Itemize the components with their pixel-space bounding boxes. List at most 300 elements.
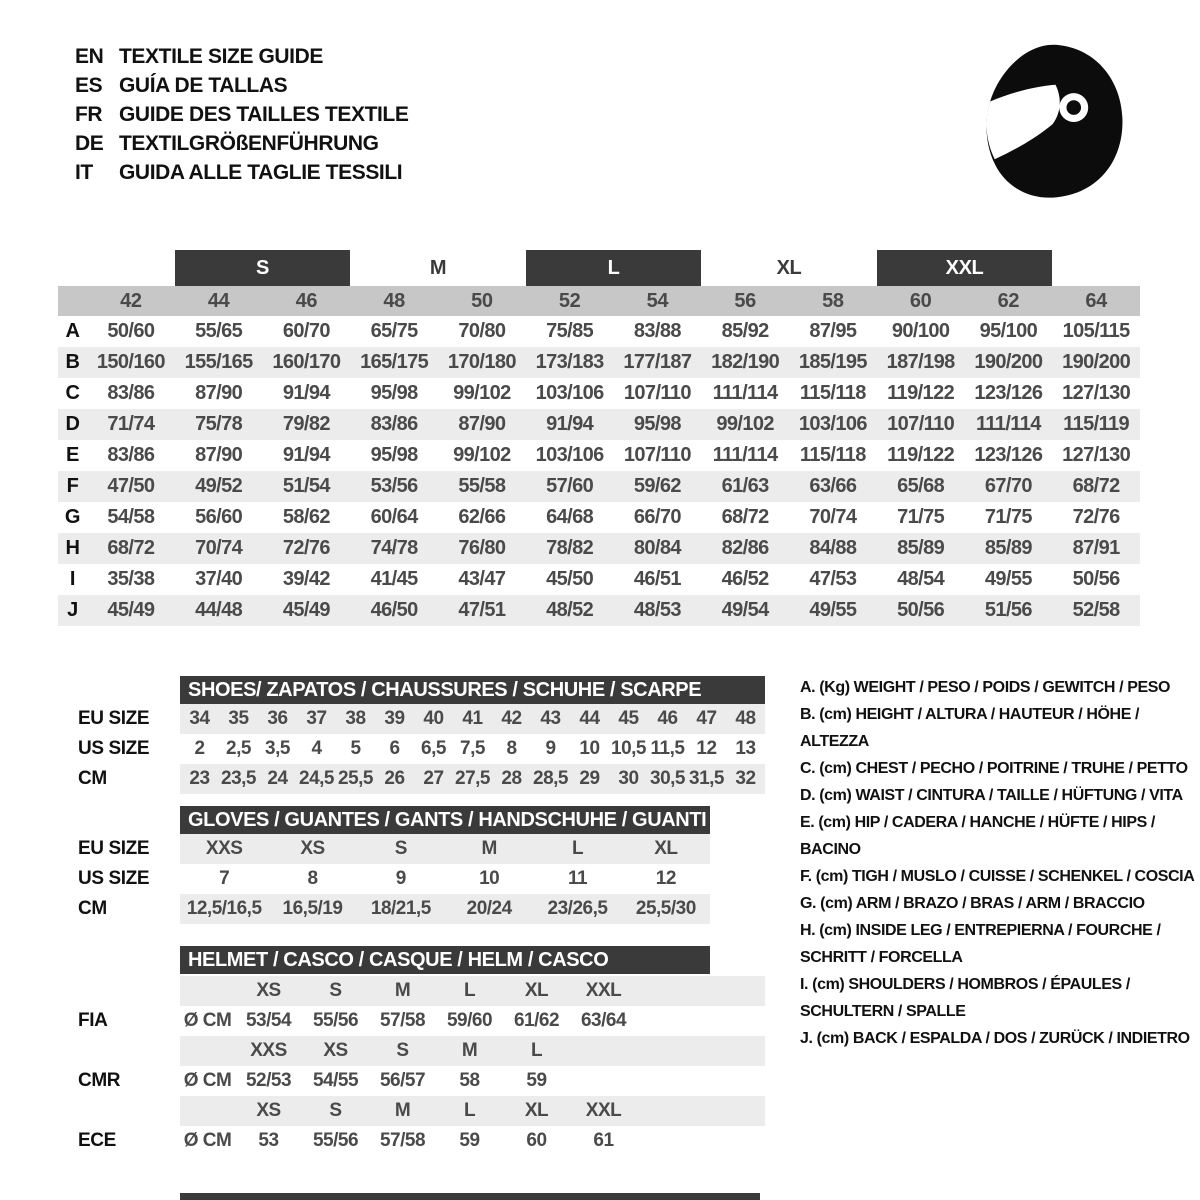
band-value: 60 xyxy=(526,1130,547,1151)
band-row xyxy=(60,1096,765,1126)
band-value: 3,5 xyxy=(265,738,290,759)
measure-value: 70/74 xyxy=(195,537,243,559)
measure-value: 170/180 xyxy=(447,351,516,373)
measure-value: 56/60 xyxy=(195,506,243,528)
row-label: CM xyxy=(78,898,107,919)
measure-value: 105/115 xyxy=(1062,320,1130,342)
band-value: 44 xyxy=(579,708,600,729)
measure-value: 91/94 xyxy=(546,413,594,435)
row-label xyxy=(60,1096,180,1126)
band-value: S xyxy=(396,1040,409,1061)
measure-value: 47/50 xyxy=(107,475,155,497)
measure-row-d xyxy=(58,409,1140,440)
measure-value: 123/126 xyxy=(974,382,1043,404)
measure-value: 119/122 xyxy=(887,444,955,466)
band-value: 57/58 xyxy=(379,1130,426,1151)
measure-value: 51/56 xyxy=(984,599,1032,621)
band-value: L xyxy=(530,1040,543,1061)
language-code: ES xyxy=(75,73,103,97)
band-row xyxy=(60,704,765,734)
band-row xyxy=(60,1006,765,1036)
language-row xyxy=(75,42,408,71)
measure-value: 41/45 xyxy=(370,568,418,590)
legend-item-i: I. (cm) SHOULDERS / HOMBROS / ÉPAULES / SCHULTERN / SPALLE xyxy=(800,976,1130,1020)
band-value: 12 xyxy=(696,738,717,759)
band-value: 13 xyxy=(735,738,756,759)
measure-value: 150/160 xyxy=(96,351,165,373)
row-band xyxy=(180,834,710,864)
band-value: 25,5/30 xyxy=(635,898,696,919)
band-value: 58 xyxy=(459,1070,480,1091)
band-value: 6 xyxy=(389,738,400,759)
measure-value: 87/91 xyxy=(1072,537,1120,559)
numeric-size: 48 xyxy=(383,289,405,312)
measure-value: 85/92 xyxy=(721,320,769,342)
band-row xyxy=(60,834,710,864)
legend-item-e: E. (cm) HIP / CADERA / HANCHE / HÜFTE / HIPS / BACINO xyxy=(800,814,1155,858)
band-value: 27 xyxy=(423,768,444,789)
row-band xyxy=(180,734,765,764)
language-code: IT xyxy=(75,160,93,184)
band-value: XL xyxy=(524,980,549,1001)
band-value: 8 xyxy=(506,738,517,759)
row-label: CM xyxy=(78,768,107,789)
row-band xyxy=(180,764,765,794)
row-band xyxy=(180,1126,765,1156)
measure-value: 39/42 xyxy=(282,568,330,590)
measure-value: 87/95 xyxy=(809,320,857,342)
measure-key: H xyxy=(65,537,80,559)
band-value: 23,5 xyxy=(221,768,256,789)
band-value: 10 xyxy=(579,738,600,759)
band-value: XXS xyxy=(250,1040,287,1061)
measure-value: 72/76 xyxy=(1072,506,1120,528)
measure-value: 52/58 xyxy=(1072,599,1120,621)
numeric-size: 52 xyxy=(558,289,581,312)
measure-value: 64/68 xyxy=(546,506,594,528)
diameter-unit: Ø CM xyxy=(183,1070,232,1091)
numeric-size: 56 xyxy=(734,289,756,312)
band-value: XL xyxy=(524,1100,549,1121)
measure-value: 50/60 xyxy=(107,320,155,342)
band-value: 20/24 xyxy=(466,898,512,919)
measure-value: 115/119 xyxy=(1063,413,1130,435)
numeric-size: 58 xyxy=(822,289,844,312)
row-label: ECE xyxy=(78,1130,116,1151)
size-group-xxl: XXL xyxy=(877,250,1053,286)
cropped-section-bar xyxy=(180,1193,760,1200)
band-value: 30 xyxy=(618,768,639,789)
measure-value: 37/40 xyxy=(195,568,243,590)
band-value: 55/56 xyxy=(312,1130,359,1151)
band-value: 12,5/16,5 xyxy=(186,898,262,919)
measure-value: 83/86 xyxy=(370,413,418,435)
measure-value: 48/54 xyxy=(897,568,945,590)
band-value: 41 xyxy=(462,708,483,729)
band-value: 9 xyxy=(545,738,556,759)
band-value: L xyxy=(463,1100,476,1121)
band-value: M xyxy=(481,838,497,859)
measure-value: 190/200 xyxy=(974,351,1043,373)
measure-value: 59/62 xyxy=(633,475,681,497)
measure-value: 91/94 xyxy=(282,382,330,404)
row-band xyxy=(180,1006,765,1036)
band-value: 63/64 xyxy=(580,1010,627,1031)
numeric-size: 64 xyxy=(1085,289,1107,312)
size-group-m: M xyxy=(429,256,447,279)
numeric-size: 44 xyxy=(207,289,230,312)
measure-row-g xyxy=(58,502,1140,533)
band-value: XS xyxy=(300,838,325,859)
band-value: 23 xyxy=(189,768,210,789)
legend-item-b: B. (cm) HEIGHT / ALTURA / HAUTEUR / HÖHE / ALTEZZA xyxy=(800,706,1140,750)
measure-value: 103/106 xyxy=(535,444,604,466)
band-row xyxy=(60,734,765,764)
measure-value: 60/70 xyxy=(282,320,330,342)
band-value: M xyxy=(394,980,411,1001)
measure-value: 50/56 xyxy=(897,599,945,621)
shoes-table xyxy=(60,676,765,794)
band-value: XXL xyxy=(585,1100,622,1121)
row-band xyxy=(180,1036,765,1066)
language-code: FR xyxy=(75,102,103,126)
numeric-size-row xyxy=(58,286,1140,316)
row-band xyxy=(180,894,710,924)
band-value: 59/60 xyxy=(446,1010,493,1031)
band-row xyxy=(60,976,765,1006)
gloves-header-bar: GLOVES / GUANTES / GANTS / HANDSCHUHE / GUANTI xyxy=(180,806,710,834)
band-value: 18/21,5 xyxy=(370,898,431,919)
measure-value: 44/48 xyxy=(195,599,243,621)
measure-key: C xyxy=(65,382,80,404)
measure-value: 45/49 xyxy=(282,599,330,621)
measure-key: A xyxy=(65,320,80,342)
measure-value: 71/75 xyxy=(897,506,945,528)
measure-value: 127/130 xyxy=(1062,444,1131,466)
diameter-unit: Ø CM xyxy=(183,1130,232,1151)
measure-value: 95/100 xyxy=(979,320,1038,342)
band-value: 11,5 xyxy=(650,738,685,759)
band-value: M xyxy=(394,1100,411,1121)
language-row xyxy=(75,158,408,187)
band-value: 23/26,5 xyxy=(547,898,608,919)
legend-item-a: A. (Kg) WEIGHT / PESO / POIDS / GEWITCH / PESO xyxy=(800,679,1171,696)
band-value: 32 xyxy=(735,768,756,789)
band-value: 11 xyxy=(567,868,588,889)
language-title-list xyxy=(75,42,408,187)
measure-value: 68/72 xyxy=(107,537,155,559)
band-row xyxy=(60,894,710,924)
legend-item-j: J. (cm) BACK / ESPALDA / DOS / ZURÜCK / INDIETRO xyxy=(800,1030,1190,1047)
row-band xyxy=(180,864,710,894)
band-row xyxy=(60,1036,765,1066)
band-value: 61 xyxy=(593,1130,614,1151)
numeric-size: 50 xyxy=(471,289,493,312)
band-value: S xyxy=(329,1100,342,1121)
band-value: 46 xyxy=(657,708,678,729)
gloves-table xyxy=(60,806,710,924)
band-value: 10 xyxy=(479,868,500,889)
measure-value: 155/165 xyxy=(184,351,253,373)
measure-value: 49/52 xyxy=(195,475,243,497)
measure-value: 85/89 xyxy=(897,537,945,559)
band-value: 59 xyxy=(459,1130,480,1151)
measure-row-i xyxy=(58,564,1140,595)
band-value: 25,5 xyxy=(338,768,373,789)
measure-value: 107/110 xyxy=(623,382,691,404)
measure-value: 83/86 xyxy=(107,382,155,404)
band-value: L xyxy=(571,838,584,859)
measure-value: 49/55 xyxy=(809,599,857,621)
guide-title: GUIDE DES TAILLES TEXTILE xyxy=(119,102,409,126)
band-value: 27,5 xyxy=(455,768,490,789)
measure-key: B xyxy=(65,351,80,373)
band-value: 43 xyxy=(540,708,561,729)
row-label xyxy=(60,976,180,1006)
band-value: 55/56 xyxy=(312,1010,359,1031)
measure-value: 95/98 xyxy=(370,444,418,466)
band-value: 35 xyxy=(228,708,249,729)
band-value: 53/54 xyxy=(245,1010,292,1031)
band-value: 28,5 xyxy=(533,768,568,789)
band-value: M xyxy=(461,1040,478,1061)
measure-value: 123/126 xyxy=(974,444,1043,466)
row-band xyxy=(180,976,765,1006)
measure-value: 70/80 xyxy=(458,320,506,342)
measure-value: 46/52 xyxy=(721,568,769,590)
measure-value: 83/88 xyxy=(633,320,681,342)
measure-value: 71/75 xyxy=(984,506,1032,528)
measure-value: 54/58 xyxy=(107,506,155,528)
measure-value: 63/66 xyxy=(809,475,857,497)
helmet-header-bar: HELMET / CASCO / CASQUE / HELM / CASCO xyxy=(180,946,710,974)
measure-key: F xyxy=(66,475,79,497)
measure-value: 76/80 xyxy=(458,537,506,559)
measure-value: 57/60 xyxy=(546,475,594,497)
row-label: EU SIZE xyxy=(78,838,150,859)
band-value: 53 xyxy=(258,1130,279,1151)
band-value: S xyxy=(394,838,407,859)
measure-row-j xyxy=(58,595,1140,626)
measure-value: 72/76 xyxy=(282,537,330,559)
measure-value: 51/54 xyxy=(282,475,330,497)
measure-value: 49/55 xyxy=(984,568,1032,590)
band-value: 16,5/19 xyxy=(282,898,343,919)
measure-value: 84/88 xyxy=(809,537,857,559)
band-value: 29 xyxy=(579,768,600,789)
measure-value: 45/50 xyxy=(546,568,594,590)
measure-value: 78/82 xyxy=(546,537,594,559)
measure-value: 107/110 xyxy=(887,413,955,435)
numeric-size: 62 xyxy=(997,289,1020,312)
size-group-row xyxy=(58,250,1140,286)
measure-value: 66/70 xyxy=(633,506,681,528)
band-value: S xyxy=(329,980,342,1001)
textile-size-table xyxy=(58,250,1140,626)
band-value: 34 xyxy=(189,708,210,729)
row-label: CMR xyxy=(78,1070,121,1091)
band-value: 2,5 xyxy=(226,738,251,759)
measure-value: 99/102 xyxy=(453,444,511,466)
band-value: 5 xyxy=(350,738,361,759)
row-label: US SIZE xyxy=(78,868,150,889)
measure-value: 74/78 xyxy=(370,537,418,559)
band-row xyxy=(60,864,710,894)
band-value: XXL xyxy=(585,980,622,1001)
measure-key: J xyxy=(67,599,78,621)
measure-key: E xyxy=(66,444,79,466)
band-value: XS xyxy=(256,1100,281,1121)
band-value: 40 xyxy=(423,708,444,729)
measure-value: 83/86 xyxy=(107,444,155,466)
measure-value: 47/51 xyxy=(458,599,506,621)
measure-value: 187/198 xyxy=(886,351,955,373)
band-value: 26 xyxy=(384,768,405,789)
measure-value: 67/70 xyxy=(984,475,1032,497)
guide-title: TEXTILGRÖßENFÜHRUNG xyxy=(119,131,379,155)
measure-value: 70/74 xyxy=(809,506,857,528)
band-value: 47 xyxy=(696,708,717,729)
legend-item-f: F. (cm) TIGH / MUSLO / CUISSE / SCHENKEL / COSCIA xyxy=(800,868,1195,885)
band-value: 54/55 xyxy=(312,1070,359,1091)
band-value: 52/53 xyxy=(245,1070,292,1091)
measure-value: 35/38 xyxy=(107,568,155,590)
measure-value: 87/90 xyxy=(195,444,243,466)
language-row xyxy=(75,100,408,129)
guide-title: GUIDA ALLE TAGLIE TESSILI xyxy=(119,160,403,184)
measure-value: 68/72 xyxy=(721,506,769,528)
measure-value: 49/54 xyxy=(721,599,769,621)
band-row xyxy=(60,1126,765,1156)
measure-value: 45/49 xyxy=(107,599,155,621)
numeric-size: 60 xyxy=(909,289,932,312)
measure-value: 65/68 xyxy=(897,475,945,497)
band-value: 7 xyxy=(219,868,230,889)
row-label: US SIZE xyxy=(78,738,150,759)
measure-value: 62/66 xyxy=(458,506,506,528)
measure-value: 115/118 xyxy=(799,444,866,466)
measure-value: 75/85 xyxy=(546,320,594,342)
band-value: 61/62 xyxy=(513,1010,560,1031)
band-value: XS xyxy=(256,980,281,1001)
measure-value: 90/100 xyxy=(891,320,950,342)
measure-rows xyxy=(58,316,1140,626)
row-label: EU SIZE xyxy=(78,708,150,729)
language-row xyxy=(75,71,408,100)
measure-value: 55/65 xyxy=(195,320,243,342)
guide-title: GUÍA DE TALLAS xyxy=(119,73,288,97)
legend-item-h: H. (cm) INSIDE LEG / ENTREPIERNA / FOURCHE / SCHRITT / FORCELLA xyxy=(800,922,1161,966)
language-code: DE xyxy=(75,131,104,155)
band-value: 24,5 xyxy=(299,768,334,789)
measure-value: 115/118 xyxy=(799,382,866,404)
measure-value: 80/84 xyxy=(633,537,681,559)
measure-value: 119/122 xyxy=(887,382,955,404)
band-row xyxy=(60,1066,765,1096)
measure-value: 103/106 xyxy=(798,413,867,435)
measure-value: 79/82 xyxy=(282,413,330,435)
measure-value: 46/51 xyxy=(633,568,681,590)
band-value: XL xyxy=(654,838,678,859)
language-row xyxy=(75,129,408,158)
measure-value: 48/52 xyxy=(546,599,594,621)
band-value: 2 xyxy=(194,738,205,759)
measure-value: 95/98 xyxy=(633,413,681,435)
band-value: 48 xyxy=(735,708,756,729)
band-value: 36 xyxy=(267,708,288,729)
band-value: 24 xyxy=(267,768,288,789)
size-group-xl: XL xyxy=(776,256,802,279)
band-value: XXS xyxy=(205,838,243,859)
legend-item-g: G. (cm) ARM / BRAZO / BRAS / ARM / BRACCIO xyxy=(800,895,1145,912)
band-value: 12 xyxy=(655,868,676,889)
measure-row-e xyxy=(58,440,1140,471)
shoes-rows xyxy=(60,704,765,794)
shoes-header-bar: SHOES/ ZAPATOS / CHAUSSURES / SCHUHE / SCARPE xyxy=(180,676,765,704)
band-row xyxy=(60,764,765,794)
measure-value: 58/62 xyxy=(282,506,330,528)
band-value: 6,5 xyxy=(421,738,446,759)
band-value: 28 xyxy=(501,768,522,789)
row-label: FIA xyxy=(78,1010,108,1031)
measure-value: 103/106 xyxy=(535,382,604,404)
band-value: 7,5 xyxy=(460,738,485,759)
language-code: EN xyxy=(75,44,104,68)
measure-value: 47/53 xyxy=(809,568,857,590)
measure-value: 182/190 xyxy=(711,351,780,373)
measure-value: 127/130 xyxy=(1062,382,1131,404)
measure-value: 50/56 xyxy=(1072,568,1120,590)
measure-value: 160/170 xyxy=(272,351,341,373)
measure-value: 87/90 xyxy=(458,413,506,435)
size-group-l: L xyxy=(526,250,702,286)
band-value: 10,5 xyxy=(611,738,646,759)
band-value: 39 xyxy=(384,708,405,729)
size-group-s: S xyxy=(175,250,351,286)
band-value: 42 xyxy=(501,708,522,729)
band-value: 31,5 xyxy=(689,768,724,789)
racing-helmet-icon xyxy=(978,40,1130,204)
measure-value: 111/114 xyxy=(975,413,1041,435)
measure-value: 43/47 xyxy=(458,568,506,590)
measure-value: 185/195 xyxy=(798,351,867,373)
measure-row-h xyxy=(58,533,1140,564)
measure-row-b xyxy=(58,347,1140,378)
measure-value: 173/183 xyxy=(535,351,604,373)
helmet-rows xyxy=(60,976,765,1156)
band-value: 9 xyxy=(395,868,406,889)
band-value: 57/58 xyxy=(379,1010,426,1031)
measure-value: 190/200 xyxy=(1062,351,1131,373)
band-value: 37 xyxy=(306,708,327,729)
band-value: 59 xyxy=(526,1070,547,1091)
measure-value: 60/64 xyxy=(370,506,418,528)
measure-value: 53/56 xyxy=(370,475,418,497)
numeric-size: 54 xyxy=(646,289,669,312)
measure-value: 46/50 xyxy=(370,599,418,621)
legend-item-c: C. (cm) CHEST / PECHO / POITRINE / TRUHE / PETTO xyxy=(800,760,1188,777)
band-value: 4 xyxy=(311,738,322,759)
measure-value: 91/94 xyxy=(282,444,330,466)
measure-key: I xyxy=(69,568,76,590)
band-value: L xyxy=(463,980,476,1001)
measure-value: 55/58 xyxy=(458,475,506,497)
measure-value: 71/74 xyxy=(107,413,155,435)
measure-value: 111/114 xyxy=(712,382,778,404)
measure-row-f xyxy=(58,471,1140,502)
measure-value: 82/86 xyxy=(721,537,769,559)
measure-value: 48/53 xyxy=(633,599,681,621)
